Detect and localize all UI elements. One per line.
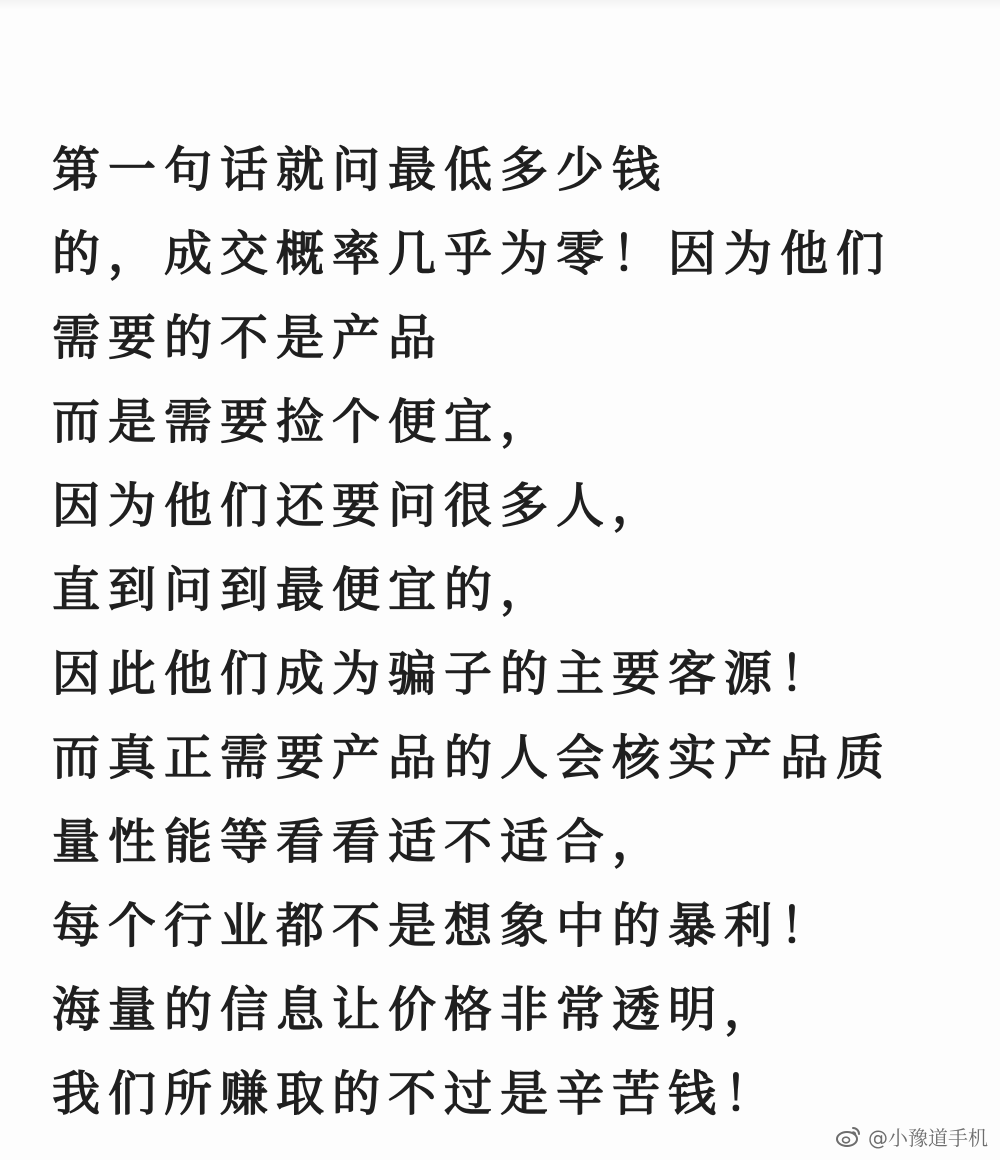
- top-edge-shadow: [0, 0, 1000, 10]
- note-line: 我们所赚取的不过是辛苦钱！: [52, 1066, 781, 1122]
- note-line: 每个行业都不是想象中的暴利！: [52, 898, 837, 954]
- watermark-text: @小豫道手机: [868, 1125, 988, 1150]
- watermark: [836, 1122, 988, 1150]
- note-line: 直到问到最便宜的，: [52, 562, 557, 618]
- note-line: 需要的不是产品: [52, 310, 445, 366]
- note-line: 而是需要捡个便宜，: [52, 394, 557, 450]
- handwritten-note: [52, 128, 972, 1136]
- note-line: 海量的信息让价格非常透明，: [52, 982, 781, 1038]
- weibo-icon: [836, 1125, 862, 1147]
- note-line: 而真正需要产品的人会核实产品质: [52, 730, 893, 786]
- note-line: 的，成交概率几乎为零！因为他们: [52, 226, 893, 282]
- note-line: 因此他们成为骗子的主要客源！: [52, 646, 837, 702]
- note-line: 量性能等看看适不适合，: [52, 814, 669, 870]
- note-line: 第一句话就问最低多少钱: [52, 142, 669, 198]
- note-line: 因为他们还要问很多人，: [52, 478, 669, 534]
